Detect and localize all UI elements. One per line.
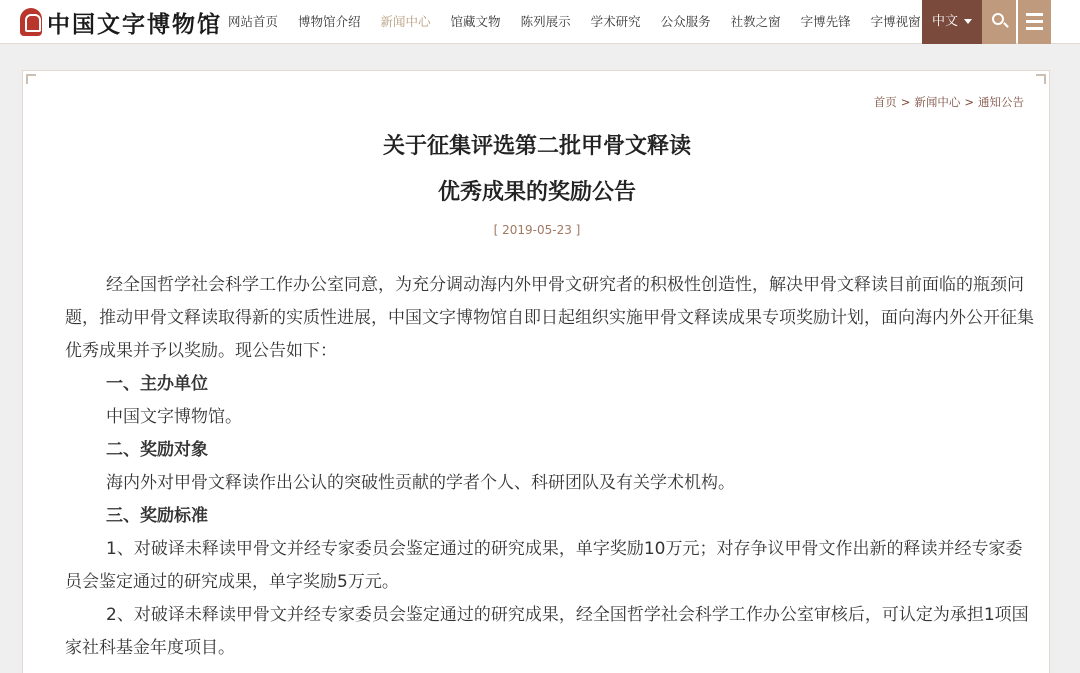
site-logo[interactable]	[20, 4, 222, 40]
nav-item-video[interactable]: 字博视窗	[870, 14, 921, 29]
hamburger-menu-icon	[1026, 13, 1043, 16]
nav-item-exhibitions[interactable]: 陈列展示	[520, 14, 571, 29]
nav-item-home[interactable]: 网站首页	[228, 14, 279, 29]
article-paragraph: 中国文字博物馆。	[106, 407, 242, 427]
article-body	[65, 269, 1035, 665]
nav-item-research[interactable]: 学术研究	[590, 14, 641, 29]
article-date: [ 2019-05-23 ]	[493, 223, 581, 237]
corner-ornament	[26, 74, 36, 84]
caret-down-icon	[964, 19, 972, 24]
article-paragraph: 2、对破译未释读甲骨文并经专家委员会鉴定通过的研究成果，经全国哲学社会科学工作办公室审核后，可认定为承担1项国家社科基金年度项目。	[65, 605, 1029, 658]
breadcrumb-notices[interactable]: 通知公告	[978, 95, 1024, 109]
breadcrumb-home[interactable]: 首页	[873, 95, 897, 109]
language-label: 中文	[932, 14, 959, 29]
nav-item-pioneer[interactable]: 字博先锋	[800, 14, 851, 29]
article-title-line2: 优秀成果的奖励公告	[437, 180, 636, 205]
site-header	[0, 0, 1080, 44]
search-button[interactable]	[982, 0, 1016, 44]
section-heading: 二、奖励对象	[106, 440, 208, 460]
main-nav	[218, 0, 931, 44]
nav-item-education[interactable]: 社教之窗	[730, 14, 781, 29]
nav-item-about[interactable]: 博物馆介绍	[298, 14, 361, 29]
section-heading: 三、奖励标准	[106, 506, 208, 526]
breadcrumb	[874, 94, 1024, 110]
article-paragraph: 海内外对甲骨文释读作出公认的突破性贡献的学者个人、科研团队及有关学术机构。	[106, 473, 735, 493]
article-card	[22, 70, 1050, 673]
corner-ornament	[1036, 74, 1046, 84]
breadcrumb-separator: >	[900, 95, 911, 109]
article-paragraph: 经全国哲学社会科学工作办公室同意，为充分调动海内外甲骨文研究者的积极性创造性，解决甲骨文释读目前面临的瓶颈问题，推动甲骨文释读取得新的实质性进展，中国文字博物馆自即日起组织实施甲骨文释读成果专项奖励计划，面向海内外公开征集优秀成果并予以奖励。现公告如下：	[65, 275, 1034, 361]
search-icon-handle	[1003, 22, 1009, 28]
nav-item-collections[interactable]: 馆藏文物	[450, 14, 501, 29]
nav-item-public-service[interactable]: 公众服务	[660, 14, 711, 29]
article-title-line1: 关于征集评选第二批甲骨文释读	[382, 134, 691, 159]
nav-item-news[interactable]: 新闻中心	[380, 14, 431, 29]
hamburger-menu-icon-line	[1026, 27, 1043, 30]
language-selector[interactable]	[922, 0, 982, 44]
menu-button[interactable]	[1018, 0, 1051, 44]
section-heading: 一、主办单位	[106, 374, 208, 394]
breadcrumb-separator: >	[964, 95, 974, 109]
article-paragraph: 1、对破译未释读甲骨文并经专家委员会鉴定通过的研究成果，单字奖励10万元；对存争议甲骨文作出新的释读并经专家委员会鉴定通过的研究成果，单字奖励5万元。	[65, 539, 1023, 592]
breadcrumb-news[interactable]: 新闻中心	[914, 95, 961, 109]
logo-text: 中国文字博物馆	[47, 10, 222, 38]
hamburger-menu-icon-line	[1026, 20, 1043, 23]
logo-seal-icon	[20, 8, 42, 36]
